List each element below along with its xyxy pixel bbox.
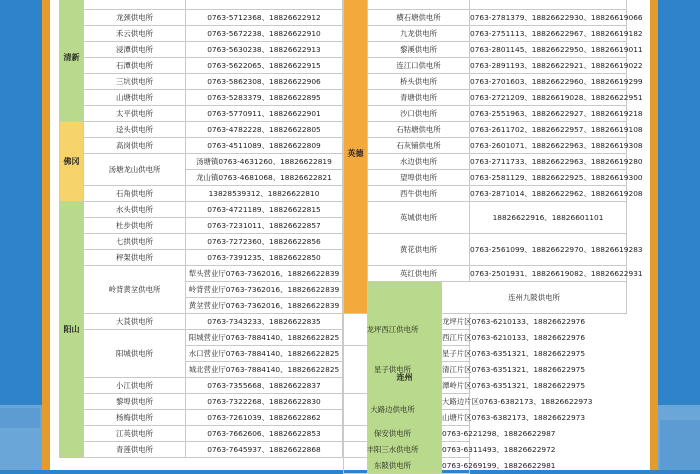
station-contact: 0763-2601071、18826622963、18826619308: [470, 138, 627, 154]
station-contact: 0763-2551963、18826622927、18826619218: [470, 106, 627, 122]
station-name: 三坑供电所: [84, 74, 186, 90]
table-row: [344, 74, 627, 90]
table-row: [344, 138, 627, 154]
table-row: [60, 218, 343, 234]
station-contact: 山塘片区0763-6382173、18826622973: [442, 410, 470, 426]
station-name: 英城供电所: [368, 202, 470, 234]
station-name: 青莲供电所: [84, 442, 186, 458]
station-name: 水边供电所: [368, 154, 470, 170]
station-name: 黎溪供电所: [368, 42, 470, 58]
region-label: 佛冈: [60, 122, 84, 202]
station-name: 丰阳三水供电所: [344, 442, 442, 458]
station-name: 望埠供电所: [368, 170, 470, 186]
table-row: [344, 346, 627, 362]
station-contact: 0763-5283379、18826622895: [186, 90, 343, 106]
frame-border-right: [650, 0, 658, 470]
table-row: [344, 314, 627, 330]
table-row: [60, 250, 343, 266]
region-label: 阳山: [60, 202, 84, 458]
table-row: [344, 186, 627, 202]
table-row: [344, 106, 627, 122]
station-name: 石潭供电所: [84, 58, 186, 74]
station-name: 连江口供电所: [368, 58, 470, 74]
region-label: 清新: [60, 0, 84, 122]
supply-station-table-right: [343, 0, 643, 474]
station-contact: 0763-5672238、18826622910: [186, 26, 343, 42]
station-contact: 0763-5862308、18826622906: [186, 74, 343, 90]
table-row: [344, 426, 627, 442]
station-name: 黄花供电所: [368, 234, 470, 266]
table-row: [60, 58, 343, 74]
station-name: 龙坪西江供电所: [344, 314, 442, 346]
station-name: 九龙供电所: [368, 26, 470, 42]
background-building: [660, 420, 700, 470]
table-row: [344, 458, 627, 474]
station-name: 青塘供电所: [368, 90, 470, 106]
station-contact: 黄坌营业厅0763-7362016、18826622839: [186, 298, 343, 314]
station-name: 太平供电所: [84, 106, 186, 122]
table-row: [60, 42, 343, 58]
station-contact: 0763-5622065、18826622915: [186, 58, 343, 74]
table-row: [60, 378, 343, 394]
station-contact: 星子片区0763-6351321、18826622975: [442, 346, 470, 362]
station-contact: 0763-6269199、18826622981: [442, 458, 470, 474]
frame-border-left: [42, 0, 50, 470]
station-contact: 0763-2561099、18826622970、18826619283: [470, 234, 627, 266]
table-row: [60, 90, 343, 106]
station-name: 石牯塘供电所: [368, 122, 470, 138]
station-contact: 0763-2501931、18826619082、18826622931: [470, 266, 627, 282]
station-name: 浸潭供电所: [84, 42, 186, 58]
station-name: 英红供电所: [368, 266, 470, 282]
station-name: 沙口供电所: [368, 106, 470, 122]
table-row: [60, 266, 343, 282]
station-contact: 0763-2581129、18826622925、18826619300: [470, 170, 627, 186]
station-contact: 0763-6311493、18826622972: [442, 442, 470, 458]
station-contact: [470, 0, 627, 10]
station-name: 保安供电所: [344, 426, 442, 442]
station-contact: 0763-2711733、18826622963、18826619280: [470, 154, 627, 170]
station-name: 水头供电所: [84, 202, 186, 218]
table-row: [344, 202, 627, 234]
station-name: 黎埠供电所: [84, 394, 186, 410]
station-contact: 阳城营业厅0763-7884140、18826622825: [186, 330, 343, 346]
station-name: 汤塘龙山供电所: [84, 154, 186, 186]
station-name: [368, 0, 470, 10]
table-row: [344, 90, 627, 106]
table-row: [60, 186, 343, 202]
table-row: [344, 282, 627, 298]
station-name: 大莨供电所: [84, 314, 186, 330]
station-name: 石角供电所: [84, 186, 186, 202]
station-contact: 潭岭片区0763-6351321、18826622975: [442, 378, 470, 394]
station-contact: 0763-7343233、18826622835: [186, 314, 343, 330]
station-contact: 0763-2781379、18826622930、18826619066: [470, 10, 627, 26]
station-contact: 0763-5770911、18826622901: [186, 106, 343, 122]
station-name: [84, 0, 186, 10]
station-contact: 清江片区0763-6351321、18826622975: [442, 362, 470, 378]
station-contact: 0763-7355668、18826622837: [186, 378, 343, 394]
station-contact: [186, 0, 343, 10]
station-name: 桥头供电所: [368, 74, 470, 90]
station-contact: 犁头营业厅0763-7362016、18826622839: [186, 266, 343, 282]
table-row: [344, 42, 627, 58]
station-name: 迳头供电所: [84, 122, 186, 138]
station-contact: 0763-2751113、18826622967、18826619182: [470, 26, 627, 42]
station-name: 江英供电所: [84, 426, 186, 442]
table-row: [344, 394, 627, 410]
station-name: 东陂供电所: [344, 458, 442, 474]
region-label: 连州: [368, 282, 442, 474]
table-row: [60, 74, 343, 90]
station-name: 高岗供电所: [84, 138, 186, 154]
station-name: 阳城供电所: [84, 330, 186, 378]
table-row: [60, 394, 343, 410]
station-contact: 0763-2871014、18826622962、18826619208: [470, 186, 627, 202]
table-row: [344, 0, 627, 10]
station-name: 龙颈供电所: [84, 10, 186, 26]
station-contact: 0763-4721189、18826622815: [186, 202, 343, 218]
station-contact: 0763-2801145、18826622950、18826619011: [470, 42, 627, 58]
table-row: [60, 106, 343, 122]
station-contact: 城北营业厅0763-7884140、18826622825: [186, 362, 343, 378]
station-contact: 0763-5712368、18826622912: [186, 10, 343, 26]
table-row: [344, 234, 627, 266]
station-contact: 汤塘镇0763-4631260、18826622819: [186, 154, 343, 170]
station-contact: 0763-7645937、18826622868: [186, 442, 343, 458]
station-contact: 0763-7322268、18826622830: [186, 394, 343, 410]
table-row: [60, 202, 343, 218]
station-name: 七拱供电所: [84, 234, 186, 250]
station-name: 大路边供电所: [344, 394, 442, 426]
station-contact: 0763-2721209、18826619028、18826622951: [470, 90, 627, 106]
station-contact: 0763-7662606、18826622853: [186, 426, 343, 442]
station-name: 星子供电所: [344, 346, 442, 394]
station-name: 杨梅供电所: [84, 410, 186, 426]
station-name: 连州九陂供电所: [442, 282, 627, 314]
station-name: 禾云供电所: [84, 26, 186, 42]
station-contact: 0763-7231011、18826622857: [186, 218, 343, 234]
table-row: [60, 122, 343, 138]
station-contact: 岭背营业厅0763-7362016、18826622839: [186, 282, 343, 298]
station-name: 山塘供电所: [84, 90, 186, 106]
table-row: [344, 58, 627, 74]
station-contact: 0763-7272360、18826622856: [186, 234, 343, 250]
station-name: 岭背黄坌供电所: [84, 266, 186, 314]
table-row: [60, 0, 343, 10]
region-label: 英德: [344, 0, 368, 314]
station-name: 秤架供电所: [84, 250, 186, 266]
table-row: [344, 442, 627, 458]
table-row: [60, 234, 343, 250]
station-name: 石灰铺供电所: [368, 138, 470, 154]
station-contact: 0763-5630238、18826622913: [186, 42, 343, 58]
station-contact: 0763-7391235、18826622850: [186, 250, 343, 266]
table-row: [60, 442, 343, 458]
station-contact: 龙山镇0763-4681068、18826622821: [186, 170, 343, 186]
table-row: [344, 266, 627, 282]
table-row: [60, 26, 343, 42]
table-row: [60, 330, 343, 346]
station-contact: 0763-7261039、18826622862: [186, 410, 343, 426]
station-contact: 龙坪片区0763-6210133、18826622976: [442, 314, 470, 330]
station-contact: 西江片区0763-6210133、18826622976: [442, 330, 470, 346]
table-row: [344, 10, 627, 26]
station-name: 横石塘供电所: [368, 10, 470, 26]
table-row: [60, 138, 343, 154]
station-contact: 0763-2701603、18826622960、18826619299: [470, 74, 627, 90]
table-row: [60, 10, 343, 26]
table-row: [344, 26, 627, 42]
table-row: [344, 122, 627, 138]
table-row: [60, 410, 343, 426]
table-row: [344, 170, 627, 186]
station-contact: 0763-2891193、18826622921、18826619022: [470, 58, 627, 74]
station-name: 小江供电所: [84, 378, 186, 394]
station-contact: 0763-2611702、18826622957、18826619108: [470, 122, 627, 138]
table-row: [60, 426, 343, 442]
table-row: [60, 154, 343, 170]
station-contact: 0763-4782228、18826622805: [186, 122, 343, 138]
station-name: 杜步供电所: [84, 218, 186, 234]
station-contact: 18826622916、18826601101: [470, 202, 627, 234]
station-contact: 13828539312、18826622810: [186, 186, 343, 202]
station-contact: 0763-4511089、18826622809: [186, 138, 343, 154]
station-contact: 0763-6221298、18826622987: [442, 426, 470, 442]
station-contact: 大路边片区0763-6382173、18826622973: [442, 394, 470, 410]
background-building: [0, 408, 40, 428]
table-row: [60, 314, 343, 330]
table-row: [344, 154, 627, 170]
station-name: 西牛供电所: [368, 186, 470, 202]
document-panel: [50, 0, 650, 470]
station-contact: 水口营业厅0763-7884140、18826622825: [186, 346, 343, 362]
supply-station-table-left: [59, 0, 343, 458]
